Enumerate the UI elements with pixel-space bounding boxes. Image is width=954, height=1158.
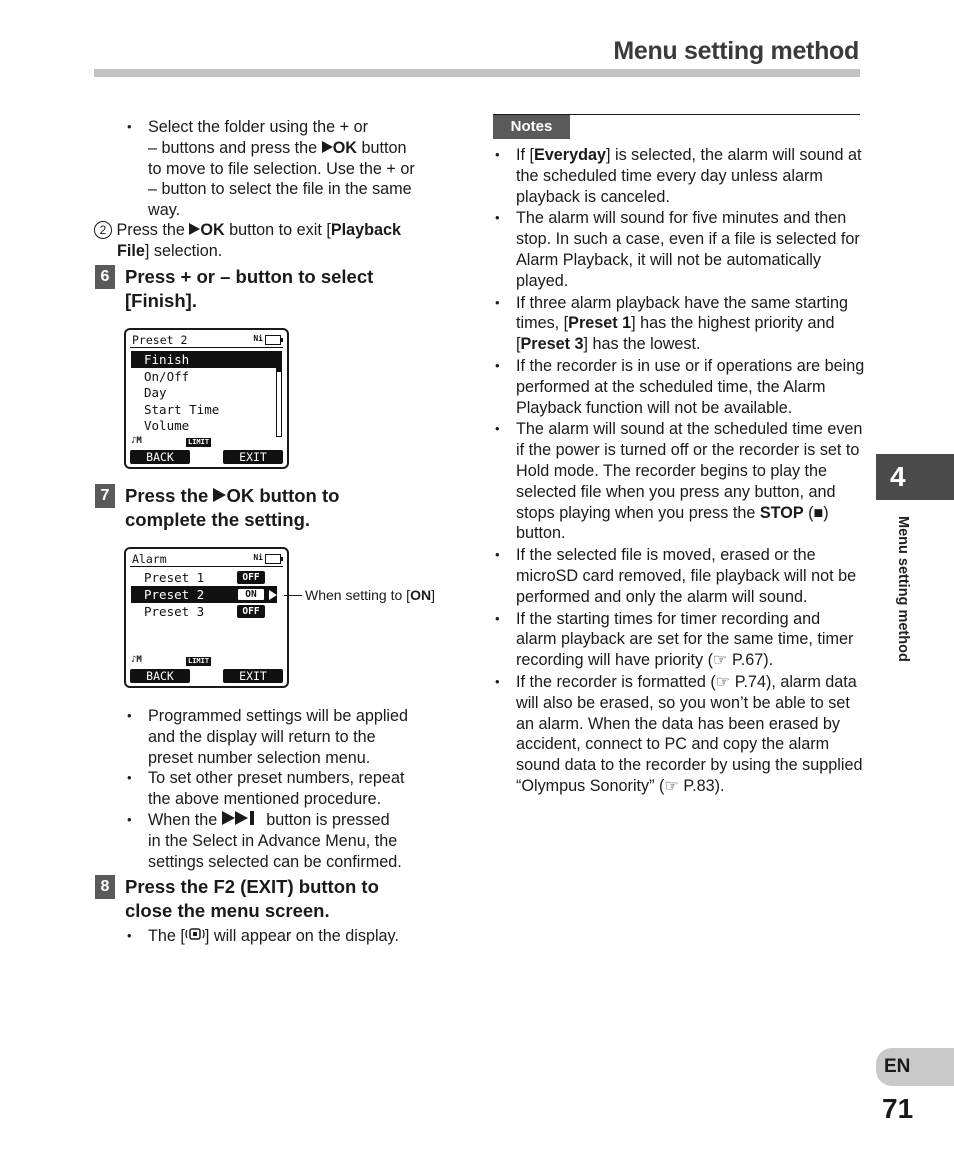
state-badge: OFF bbox=[237, 605, 265, 618]
emphasis: STOP bbox=[759, 503, 804, 522]
preset-label: Preset 1 bbox=[144, 570, 205, 585]
ok-label: OK bbox=[200, 221, 225, 239]
alarm-preset-row bbox=[131, 603, 277, 620]
step-number: 8 bbox=[95, 875, 115, 899]
text: ] will appear on the display. bbox=[204, 927, 399, 945]
text: If the recorder is formatted (☞ P.74), alarm data will also be erased, so you won’t be able to set an alarm. When the data has been erased by accident, connect to PC and copy the alarm sound data to the recorder by using the supplied “Olympus Sonority” (☞ P.83). bbox=[516, 672, 863, 795]
chapter-label bbox=[891, 516, 915, 692]
line: – button to select the file in the same bbox=[148, 180, 412, 199]
step-number: 7 bbox=[95, 484, 115, 508]
note-item bbox=[493, 419, 865, 544]
list-item bbox=[125, 810, 465, 872]
back-softkey: BACK bbox=[130, 669, 190, 683]
text: button to exit [ bbox=[224, 221, 331, 239]
note-item bbox=[493, 208, 865, 291]
line: preset number selection menu. bbox=[148, 748, 371, 767]
text: ] has the highest priority and [ bbox=[516, 314, 835, 354]
ok-label: OK bbox=[332, 138, 357, 157]
circled-number: 2 bbox=[94, 221, 112, 239]
step-6-heading bbox=[125, 265, 465, 313]
text: If the starting times for timer recording and alarm playback are set for the same time, timer recording will have priority (☞ P.67). bbox=[516, 609, 854, 670]
line: way. bbox=[148, 201, 181, 220]
line: and the display will return to the bbox=[148, 727, 376, 746]
text: ( bbox=[235, 876, 247, 897]
chapter-tab: 4 bbox=[876, 454, 954, 500]
title-rule bbox=[94, 69, 860, 77]
preset-label: Preset 3 bbox=[144, 604, 205, 619]
screen-title-bar bbox=[130, 333, 283, 348]
text: [ bbox=[125, 290, 132, 311]
step-6-box bbox=[95, 265, 115, 289]
skip-forward-icon bbox=[222, 811, 262, 825]
screen-menu-item: Finish bbox=[131, 351, 277, 368]
heading-line: close the menu screen. bbox=[125, 900, 330, 921]
list-item bbox=[125, 768, 465, 810]
step-7-heading bbox=[125, 484, 465, 532]
alarm-icon bbox=[185, 927, 205, 941]
heading-line: complete the setting. bbox=[125, 509, 311, 530]
note-item bbox=[493, 293, 865, 355]
state-badge: OFF bbox=[237, 571, 265, 584]
alarm-preset-row bbox=[131, 569, 277, 586]
text: When setting to [ bbox=[305, 587, 411, 603]
note-item bbox=[493, 145, 865, 207]
device-screen-preset bbox=[124, 328, 289, 469]
line: Select the folder using the + or bbox=[148, 118, 369, 136]
page-number: 71 bbox=[882, 1093, 914, 1124]
note-item bbox=[493, 545, 865, 607]
emphasis: Preset 3 bbox=[520, 335, 584, 354]
text: If the selected file is moved, erased or the microSD card removed, file playback will not be performed and only the alarm will sound. bbox=[516, 546, 857, 606]
scroll-thumb bbox=[277, 352, 281, 372]
exit-softkey: EXIT bbox=[223, 450, 283, 464]
text: ON bbox=[410, 587, 432, 603]
notes-list bbox=[493, 145, 865, 797]
screen-menu-item: Start Time bbox=[144, 401, 220, 417]
text: The alarm will sound at the scheduled time even if the power is turned off or the recorder is set to Hold mode. The recorder begins to play the selected file when you press any button, and stops playing when you press the bbox=[516, 420, 863, 522]
list-item bbox=[125, 117, 460, 221]
note-item bbox=[493, 672, 865, 797]
line: To set other preset numbers, repeat bbox=[148, 769, 405, 788]
text: Press the bbox=[116, 221, 190, 239]
substep-2 bbox=[94, 220, 464, 262]
notes-tag: Notes bbox=[493, 115, 570, 139]
preset-label: Preset 2 bbox=[144, 587, 205, 602]
language-tab: EN bbox=[876, 1048, 954, 1086]
microphone-icon: ♪M bbox=[131, 655, 142, 665]
line: in the Select in Advance Menu, the bbox=[148, 831, 398, 850]
text: Press the bbox=[125, 876, 214, 897]
step-8-box bbox=[95, 875, 115, 899]
softkey-bar bbox=[130, 449, 283, 464]
text: ] has the lowest. bbox=[583, 335, 701, 354]
screen-menu-item: Day bbox=[144, 385, 167, 400]
intro-bullet bbox=[125, 117, 460, 221]
back-softkey: BACK bbox=[130, 450, 190, 464]
device-screen-alarm bbox=[124, 547, 289, 688]
page-title: Menu setting method bbox=[613, 37, 859, 65]
text: The [ bbox=[148, 927, 185, 945]
text: ] selection. bbox=[144, 241, 223, 260]
battery-icon bbox=[265, 335, 281, 345]
ni-badge: Ni bbox=[253, 553, 263, 562]
alarm-preset-row bbox=[131, 586, 277, 603]
line: to move to file selection. Use the + or bbox=[148, 159, 415, 178]
text: If the recorder is in use or if operations are being performed at the scheduled time, the Alarm Playback function will not be available. bbox=[516, 356, 865, 417]
menu-name: Playback bbox=[330, 221, 402, 239]
limit-badge: LIMIT bbox=[188, 438, 210, 446]
text: ]. bbox=[185, 290, 197, 311]
text: When the bbox=[148, 810, 222, 829]
callout-label bbox=[305, 585, 435, 605]
step-8-bullet bbox=[125, 926, 465, 947]
notes-list-wrap bbox=[493, 145, 865, 798]
key-name: F2 bbox=[213, 876, 236, 897]
list-item bbox=[125, 706, 465, 768]
chapter-label-text: Menu setting method bbox=[895, 516, 911, 662]
result-bullets bbox=[125, 706, 465, 872]
text: ) button to bbox=[287, 876, 379, 897]
softkey-bar bbox=[130, 668, 283, 683]
line: Programmed settings will be applied bbox=[148, 707, 409, 725]
play-triangle-icon bbox=[213, 488, 226, 502]
screen-title: Preset 2 bbox=[132, 333, 188, 347]
state-badge: ON bbox=[237, 588, 265, 601]
emphasis: Preset 1 bbox=[568, 314, 632, 333]
scrollbar bbox=[276, 351, 282, 437]
ni-badge: Ni bbox=[253, 334, 263, 343]
text: If three alarm playback have the same starting times, [ bbox=[516, 293, 849, 333]
play-triangle-icon bbox=[269, 590, 277, 600]
heading-line: Press + or – button to select bbox=[125, 266, 374, 287]
menu-name: Finish bbox=[131, 290, 186, 311]
screen-menu-item: On/Off bbox=[144, 368, 190, 384]
text: If [ bbox=[516, 146, 534, 164]
text: (■) button. bbox=[516, 503, 829, 543]
screen-menu-item: Volume bbox=[144, 418, 190, 433]
line: button bbox=[356, 138, 407, 157]
microphone-icon: ♪M bbox=[131, 436, 142, 446]
note-item bbox=[493, 356, 865, 418]
line: the above mentioned procedure. bbox=[148, 790, 382, 809]
note-item bbox=[493, 609, 865, 671]
step-number: 6 bbox=[95, 265, 115, 289]
limit-badge: LIMIT bbox=[188, 657, 210, 665]
screen-title: Alarm bbox=[132, 552, 167, 566]
line: settings selected can be confirmed. bbox=[148, 852, 402, 871]
emphasis: Everyday bbox=[534, 146, 606, 164]
battery-icon bbox=[265, 554, 281, 564]
text: ] is selected, the alarm will sound at the scheduled time every day unless alarm playback is canceled. bbox=[516, 146, 862, 206]
step-7-box bbox=[95, 484, 115, 508]
key-name: EXIT bbox=[246, 876, 288, 897]
menu-name: File bbox=[117, 241, 145, 260]
step-8-heading bbox=[125, 875, 465, 923]
play-triangle-icon bbox=[189, 223, 200, 235]
screen-title-bar bbox=[130, 552, 283, 567]
text: ] bbox=[431, 587, 435, 603]
text: button is pressed bbox=[261, 810, 390, 829]
play-triangle-icon bbox=[322, 141, 333, 153]
callout-line bbox=[284, 595, 302, 596]
list-item bbox=[125, 926, 465, 947]
text: Press the bbox=[125, 485, 214, 506]
exit-softkey: EXIT bbox=[223, 669, 283, 683]
text: The alarm will sound for five minutes and then stop. In such a case, even if a file is selected for Alarm Playback, it will not be automatically played. bbox=[516, 209, 860, 290]
line: – buttons and press the bbox=[148, 138, 322, 157]
text: OK button to bbox=[226, 485, 340, 506]
